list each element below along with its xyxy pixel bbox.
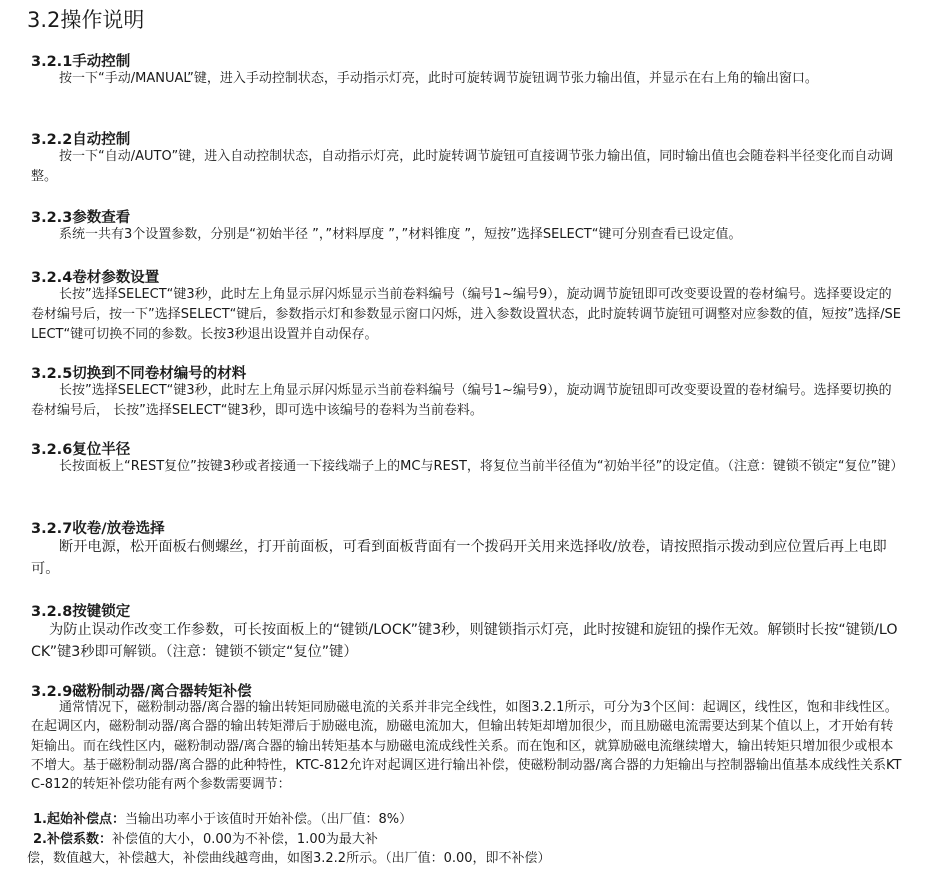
param-start-point (33, 810, 412, 830)
section-body: 为防止误动作改变工作参数，可长按面板上的“键锁/LOCK”键3秒，则键锁指示灯亮，此时按键和旋钮的操作无效。解锁时长按“键锁/LOCK”键3秒即可解锁。（注意：键锁不锁定“复位”键） (31, 622, 898, 660)
param-coefficient-continued (27, 849, 551, 869)
param-coefficient (33, 830, 378, 850)
section-heading: 3.2.7收卷/放卷选择 (31, 521, 165, 537)
page-title: 3.2操作说明 (27, 8, 145, 32)
section-body: 通常情况下，磁粉制动器/离合器的输出转矩同励磁电流的关系并非完全线性，如图3.2.1所示，可分为3个区间：起调区，线性区，饱和非线性区。在起调区内，磁粉制动器/离合器的输出转矩滞后于励磁电流，励磁电流加大，但输出转矩却增加很少，而且励磁电流需要达到某个值以上，才开始有转矩输出。而在线性区内，磁粉制动器/离合器的输出转矩基本与励磁电流成线性关系。而在饱和区，就算励磁电流继续增大，输出转矩只增加很少或根本不增大。基于磁粉制动器/离合器的此种特性，KTC-812允许对起调区进行输出补偿，使磁粉制动器/离合器的力矩输出与控制器输出值基本成线性关系KTC-812的转矩补偿功能有两个参数需要调节： (31, 700, 902, 793)
section-body: 长按”选择SELECT“键3秒，此时左上角显示屏闪烁显示当前卷料编号（编号1~编号9），旋动调节旋钮即可改变要设置的卷材编号。选择要切换的卷材编号后， 长按”选择SELECT“键3秒，即可选中该编号的卷料为当前卷料。 (31, 383, 892, 418)
section-heading: 3.2.4卷材参数设置 (31, 270, 160, 286)
section-heading: 3.2.8按键锁定 (31, 604, 131, 620)
section-heading: 3.2.5切换到不同卷材编号的材料 (31, 366, 247, 382)
section-body: 系统一共有3个设置参数，分别是“初始半径 ”，”材料厚度 ”，”材料锥度 ”，短按”选择SELECT“键可分别查看已设定值。 (59, 227, 742, 242)
section-heading: 3.2.1手动控制 (31, 54, 131, 70)
section-body: 按一下“手动/MANUAL”键，进入手动控制状态，手动指示灯亮，此时可旋转调节旋钮调节张力输出值，并显示在右上角的输出窗口。 (59, 71, 818, 86)
section-body: 长按面板上“REST复位”按键3秒或者接通一下接线端子上的MC与REST，将复位当前半径值为“初始半径”的设定值。（注意：键锁不锁定“复位”键） (59, 459, 904, 474)
section-heading: 3.2.2自动控制 (31, 132, 131, 148)
section-body: 断开电源，松开面板右侧螺丝，打开前面板，可看到面板背面有一个拨码开关用来选择收/放卷，请按照指示拨动到应位置后再上电即可。 (31, 539, 887, 577)
section-body: 长按”选择SELECT“键3秒，此时左上角显示屏闪烁显示当前卷料编号（编号1~编号9），旋动调节旋钮即可改变要设置的卷材编号。选择要设定的卷材编号后，按一下”选择SELECT“键后，参数指示灯和参数显示窗口闪烁，进入参数设置状态，此时旋转调节旋钮可调整对应参数的值，短按”选择/SELECT“键可切换不同的参数。长按3秒退出设置并自动保存。 (31, 287, 901, 342)
param-label: 1.起始补偿点： (33, 812, 125, 827)
param-text: 补偿值的大小，0.00为不补偿，1.00为最大补 (111, 832, 378, 847)
param-text: 当输出功率小于该值时开始补偿。（出厂值：8%） (124, 812, 413, 827)
section-heading: 3.2.6复位半径 (31, 442, 131, 458)
param-label: 2.补偿系数： (33, 832, 112, 847)
section-heading: 3.2.3参数查看 (31, 210, 131, 226)
param-text: 偿，数值越大，补偿越大，补偿曲线越弯曲，如图3.2.2所示。（出厂值：0.00，即不补偿） (27, 851, 551, 866)
section-body: 按一下“自动/AUTO”键，进入自动控制状态，自动指示灯亮，此时旋转调节旋钮可直接调节张力输出值，同时输出值也会随卷料半径变化而自动调整。 (31, 149, 894, 184)
section-heading: 3.2.9磁粉制动器/离合器转矩补偿 (31, 684, 252, 700)
